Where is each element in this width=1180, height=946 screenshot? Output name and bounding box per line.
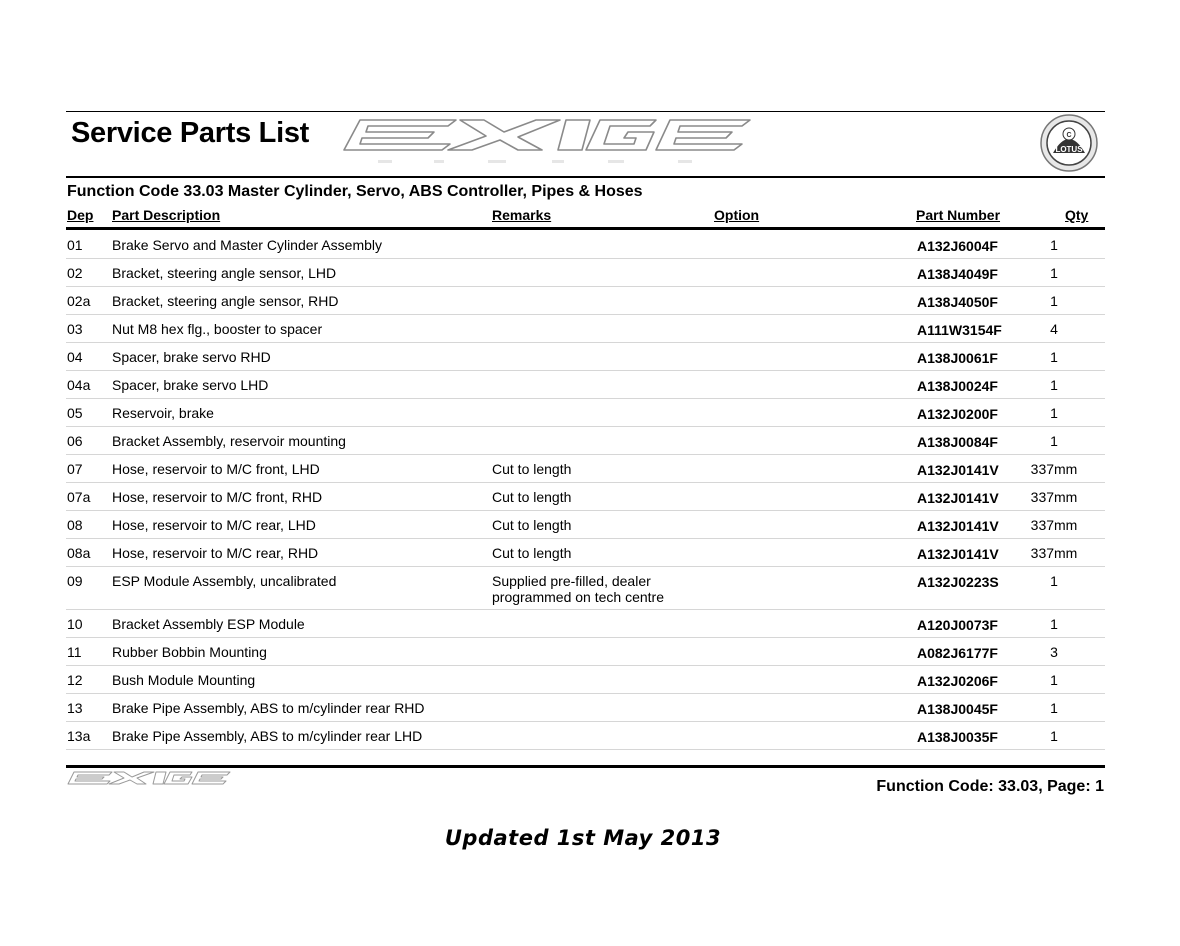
part-number-cell: A132J0223S: [917, 574, 999, 590]
description-cell: Bracket, steering angle sensor, LHD: [112, 265, 337, 281]
part-number-cell: A132J0141V: [917, 546, 999, 562]
description-cell: Hose, reservoir to M/C front, LHD: [112, 461, 320, 477]
part-number-cell: A132J0141V: [917, 490, 999, 506]
qty-cell: 337mm: [1030, 517, 1078, 533]
qty-cell: 1: [1050, 237, 1058, 253]
remarks-cell: Cut to length: [492, 461, 572, 477]
qty-cell: 1: [1050, 728, 1058, 744]
qty-cell: 1: [1050, 377, 1058, 393]
part-number-cell: A120J0073F: [917, 617, 998, 633]
part-number-cell: A138J0045F: [917, 701, 998, 717]
qty-cell: 1: [1050, 616, 1058, 632]
table-row: [66, 721, 1105, 750]
footer-function-code: Function Code: 33.03, Page: 1: [876, 778, 1104, 795]
table-row: [66, 482, 1105, 511]
lotus-badge-logo: [1039, 113, 1099, 173]
dep-cell: 01: [67, 237, 83, 253]
qty-cell: 1: [1050, 265, 1058, 281]
dep-cell: 13a: [67, 728, 91, 744]
svg-text:C: C: [1066, 132, 1072, 139]
exige-footer-logo: [66, 770, 232, 786]
qty-cell: 337mm: [1030, 545, 1078, 561]
part-number-cell: A138J0035F: [917, 729, 998, 745]
header-rule: [66, 176, 1105, 178]
dep-cell: 09: [67, 573, 83, 589]
remarks-cell: Cut to length: [492, 545, 572, 561]
dep-cell: 06: [67, 433, 83, 449]
part-number-cell: A132J0141V: [917, 518, 999, 534]
dep-cell: 08: [67, 517, 83, 533]
dep-cell: 05: [67, 405, 83, 421]
description-cell: Hose, reservoir to M/C rear, LHD: [112, 517, 316, 533]
col-header-qty: Qty: [1065, 207, 1089, 223]
part-number-cell: A138J4049F: [917, 266, 998, 282]
description-cell: Hose, reservoir to M/C front, RHD: [112, 489, 323, 505]
dep-cell: 12: [67, 672, 83, 688]
part-number-cell: A132J0141V: [917, 462, 999, 478]
qty-cell: 1: [1050, 293, 1058, 309]
qty-cell: 1: [1050, 573, 1058, 589]
dep-cell: 10: [67, 616, 83, 632]
col-header-description: Part Description: [112, 207, 221, 223]
remarks-cell: Cut to length: [492, 489, 572, 505]
description-cell: Nut M8 hex flg., booster to spacer: [112, 321, 323, 337]
dep-cell: 08a: [67, 545, 91, 561]
dep-cell: 04a: [67, 377, 91, 393]
table-row: [66, 609, 1105, 638]
remarks-cell: Cut to length: [492, 517, 572, 533]
description-cell: Bracket, steering angle sensor, RHD: [112, 293, 339, 309]
table-row: [66, 370, 1105, 399]
table-row: [66, 230, 1105, 259]
description-cell: Rubber Bobbin Mounting: [112, 644, 267, 660]
description-cell: ESP Module Assembly, uncalibrated: [112, 573, 337, 589]
description-cell: Reservoir, brake: [112, 405, 214, 421]
table-row: [66, 426, 1105, 455]
dep-cell: 13: [67, 700, 83, 716]
description-cell: Spacer, brake servo RHD: [112, 349, 271, 365]
dep-cell: 02: [67, 265, 83, 281]
lotus-badge-text: LOTUS: [1055, 145, 1083, 154]
description-cell: Hose, reservoir to M/C rear, RHD: [112, 545, 319, 561]
table-row: [66, 637, 1105, 666]
part-number-cell: A138J4050F: [917, 294, 998, 310]
col-header-option: Option: [714, 207, 760, 223]
table-row: [66, 286, 1105, 315]
qty-cell: 1: [1050, 700, 1058, 716]
description-cell: Bracket Assembly ESP Module: [112, 616, 305, 632]
remarks-cell-line2: programmed on tech centre: [492, 589, 664, 605]
table-row: [66, 398, 1105, 427]
table-row: [66, 258, 1105, 287]
qty-cell: 337mm: [1030, 461, 1078, 477]
qty-cell: 337mm: [1030, 489, 1078, 505]
qty-cell: 1: [1050, 349, 1058, 365]
updated-date: Updated 1st May 2013: [444, 826, 722, 850]
table-row: [66, 566, 1105, 610]
dep-cell: 07a: [67, 489, 91, 505]
col-header-remarks: Remarks: [492, 207, 552, 223]
description-cell: Bracket Assembly, reservoir mounting: [112, 433, 346, 449]
footer-rule: [66, 765, 1105, 768]
part-number-cell: A132J6004F: [917, 238, 998, 254]
qty-cell: 1: [1050, 405, 1058, 421]
qty-cell: 4: [1050, 321, 1058, 337]
qty-cell: 1: [1050, 672, 1058, 688]
description-cell: Brake Pipe Assembly, ABS to m/cylinder rear RHD: [112, 700, 425, 716]
table-row: [66, 314, 1105, 343]
function-title: Function Code 33.03 Master Cylinder, Servo, ABS Controller, Pipes & Hoses: [67, 183, 643, 200]
table-row: [66, 510, 1105, 539]
part-number-cell: A132J0200F: [917, 406, 998, 422]
description-cell: Spacer, brake servo LHD: [112, 377, 269, 393]
qty-cell: 1: [1050, 433, 1058, 449]
dep-cell: 11: [67, 644, 82, 660]
dep-cell: 07: [67, 461, 83, 477]
table-row: [66, 538, 1105, 567]
exige-logo: [338, 112, 758, 174]
description-cell: Brake Pipe Assembly, ABS to m/cylinder rear LHD: [112, 728, 423, 744]
description-cell: Brake Servo and Master Cylinder Assembly: [112, 237, 382, 253]
description-cell: Bush Module Mounting: [112, 672, 256, 688]
table-row: [66, 693, 1105, 722]
dep-cell: 02a: [67, 293, 91, 309]
dep-cell: 03: [67, 321, 83, 337]
table-row: [66, 665, 1105, 694]
table-row: [66, 342, 1105, 371]
remarks-cell: Supplied pre-filled, dealer: [492, 573, 651, 589]
table-row: [66, 454, 1105, 483]
col-header-dep: Dep: [67, 207, 94, 223]
part-number-cell: A132J0206F: [917, 673, 998, 689]
part-number-cell: A082J6177F: [917, 645, 998, 661]
page-title: Service Parts List: [71, 117, 310, 149]
part-number-cell: A138J0024F: [917, 378, 998, 394]
part-number-cell: A138J0084F: [917, 434, 998, 450]
qty-cell: 3: [1050, 644, 1058, 660]
part-number-cell: A111W3154F: [917, 322, 1002, 338]
part-number-cell: A138J0061F: [917, 350, 998, 366]
dep-cell: 04: [67, 349, 83, 365]
col-header-part-number: Part Number: [916, 207, 1001, 223]
